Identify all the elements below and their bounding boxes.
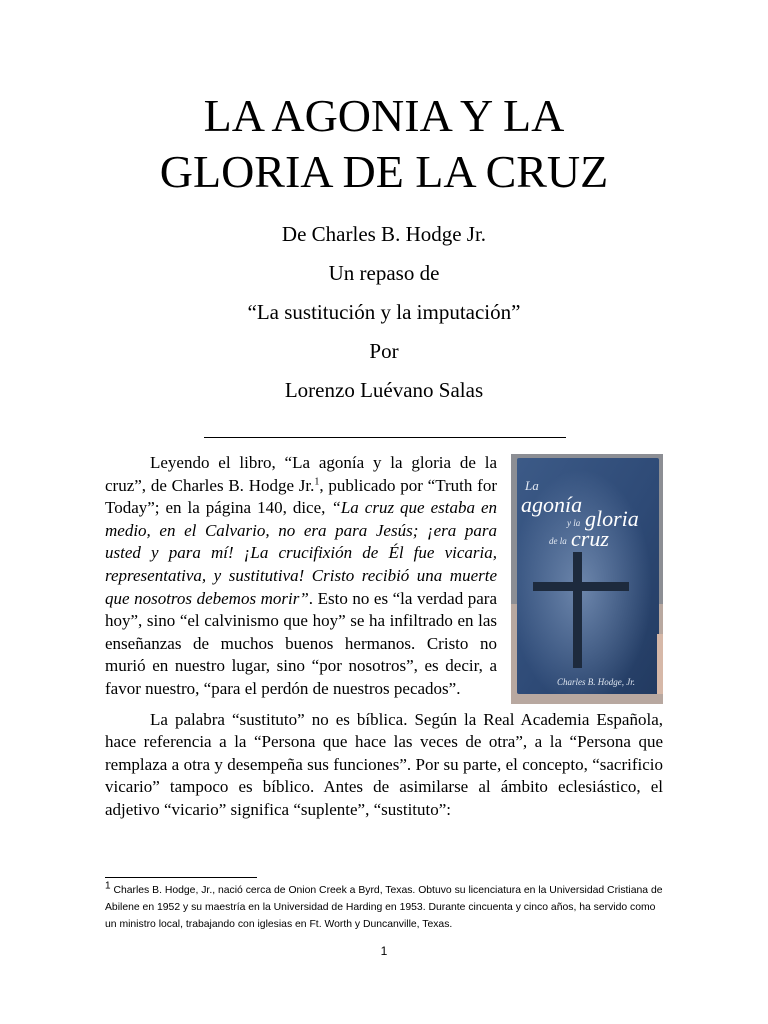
footnote-ref: 1 — [314, 475, 320, 487]
footnote-text: Charles B. Hodge, Jr., nació cerca de Onion Creek a Byrd, Texas. Obtuvo su licenciatura en la Universidad Cristiana de Abilene en 1952 y su maestría en la Universidad de Harding en 1953. Durante cincuenta y cinco años, ha servido como un ministro local, trabajando con iglesias en Ft. Worth y Duncanville, Texas. — [105, 885, 663, 930]
byline: De Charles B. Hodge Jr. — [281, 222, 487, 246]
review-of: Un repaso de — [328, 261, 440, 285]
book-cover-title-cruz: cruz — [571, 526, 609, 551]
document-title — [0, 88, 768, 200]
paragraph-2: La palabra “sustituto” no es bíblica. Según la Real Academia Española, hace referencia a la “Persona que hace las veces de otra”, a la “Persona que remplaza a otra y desempeña sus funciones”. Por su parte, el concepto, “sacrificio vicario” tampoco es bíblico. Antes de asimilarse al ámbito eclesiástico, el adjetivo “vicario” significa “suplente”, “sustituto”: — [105, 709, 663, 819]
author-name: Lorenzo Luévano Salas — [284, 378, 484, 402]
book-cover-title-dela: de la — [549, 536, 567, 546]
title-divider — [204, 437, 566, 438]
por-label: Por — [369, 339, 399, 363]
body-text — [105, 452, 663, 830]
footnote-mark: 1 — [105, 880, 111, 892]
paragraph-1-quote: “La cruz que estaba en medio, en el Calvario, no era para Jesús; ¡era para usted y para mí! ¡La crucifixión de Él fue vicaria, representativa, y sustitutiva! Cristo recibió una muerte que nosotros debemos morir” — [105, 498, 498, 608]
book-cover-title-la: La — [525, 478, 539, 493]
book-cover-title-yla: y la — [567, 518, 581, 528]
footnote — [105, 882, 663, 933]
paragraph-1-text-c: . Esto no es “la verdad para hoy”, sino “el calvinismo que hoy” se ha infiltrado en las enseñanzas de muchos buenos hermanos. Cristo no murió en nuestro lugar, sino “por nosotros”, es decir, a favor nuestro, “para el perdón de nuestros pecados”. — [105, 588, 498, 698]
book-cover-title-gloria: gloria — [585, 506, 639, 531]
book-cover-title-agonia: agonía — [521, 492, 583, 517]
subtitle: “La sustitución y la imputación” — [247, 300, 521, 324]
paragraph-1-text-a: Leyendo el libro, “La agonía y la gloria de la cruz”, de Charles B. Hodge Jr. — [105, 453, 497, 495]
footnote-divider — [105, 877, 257, 878]
book-cover-photo — [511, 454, 663, 704]
title-line-1: LA AGONIA Y LA — [203, 90, 565, 141]
paragraph-1-text-b: , publicado por “Truth for Today”; en la página 140, dice, — [105, 475, 497, 518]
page-number: 1 — [380, 944, 388, 958]
book-cover-author: Charles B. Hodge, Jr. — [557, 677, 635, 687]
title-line-2: GLORIA DE LA CRUZ — [159, 146, 609, 197]
